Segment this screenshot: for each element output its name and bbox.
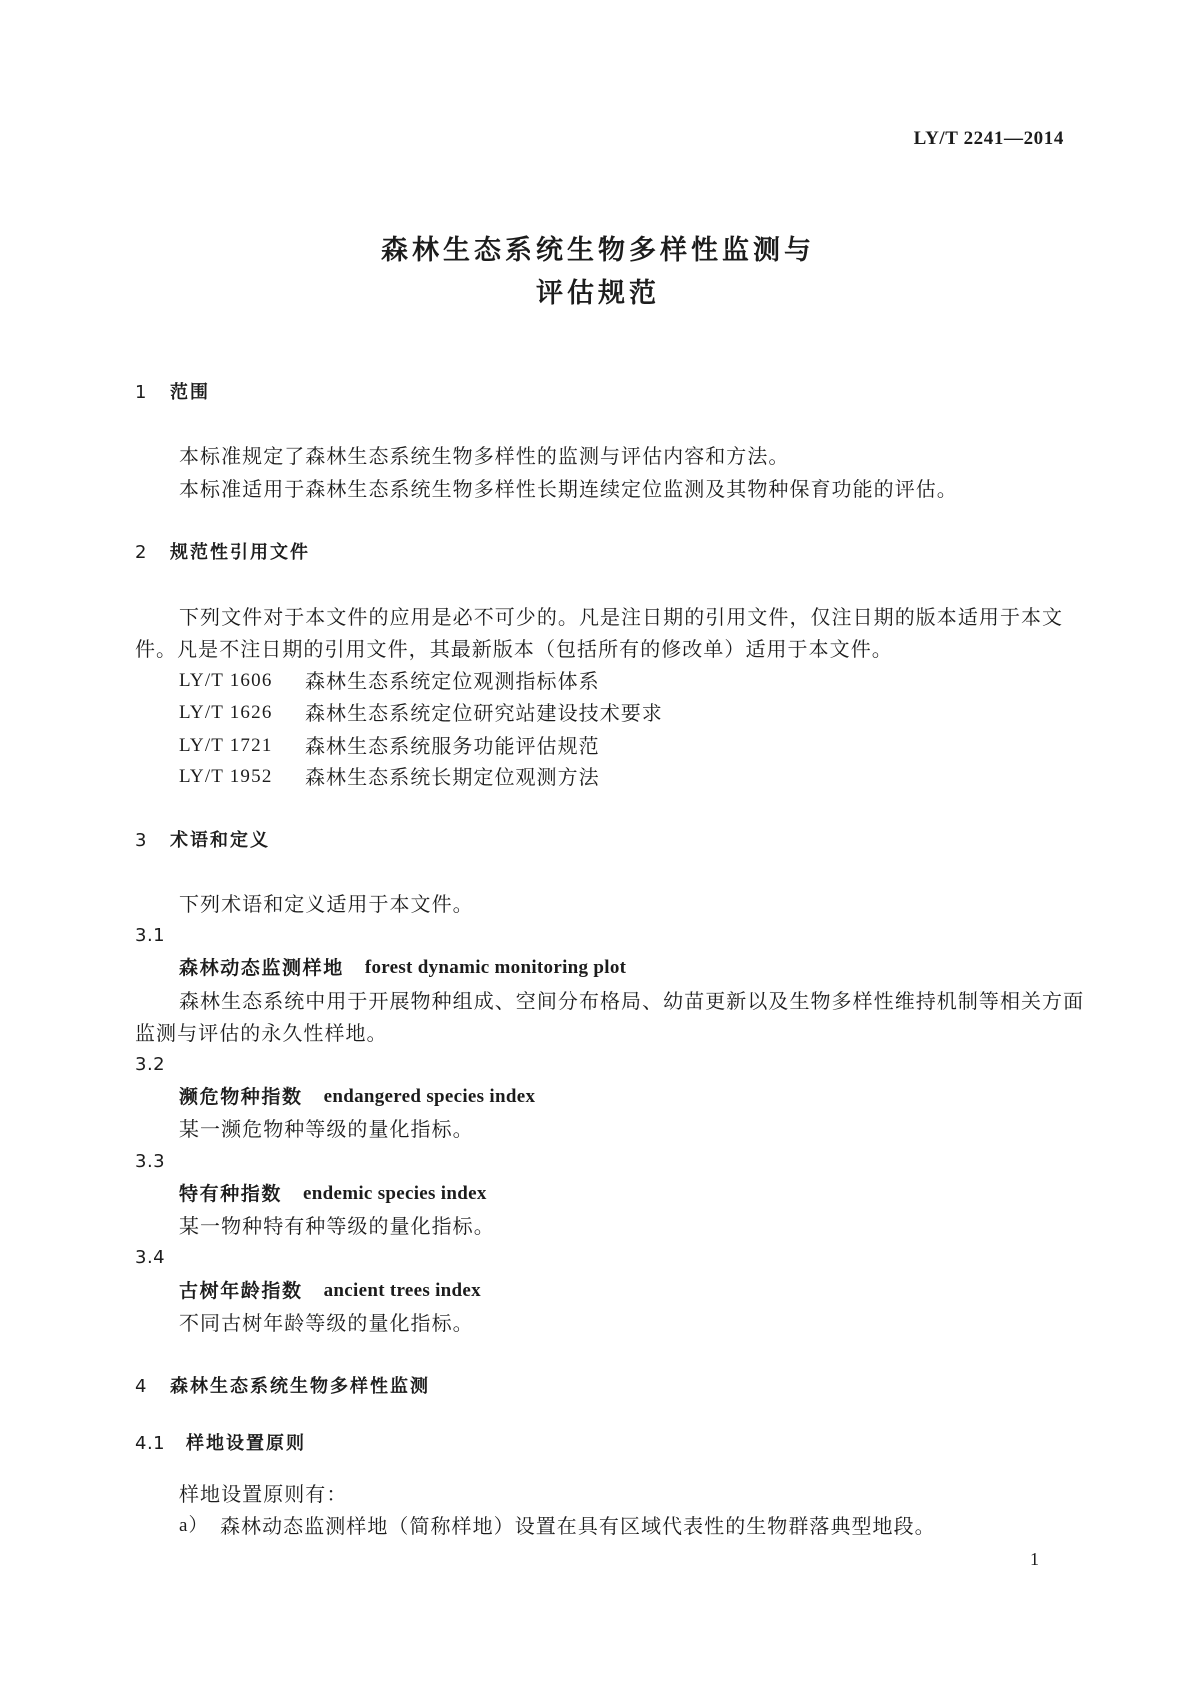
section-number: 1 <box>135 382 147 403</box>
list-item-text: 森林动态监测样地（简称样地）设置在具有区域代表性的生物群落典型地段。 <box>220 1514 936 1538</box>
document-title-line-1: 森林生态系统生物多样性监测与 <box>381 235 815 266</box>
section-number: 4 <box>135 1376 147 1397</box>
term-definition-line: 不同古树年龄等级的量化指标。 <box>179 1311 474 1335</box>
subsection-title: 样地设置原则 <box>186 1433 306 1454</box>
paragraph-line: 件。凡是不注日期的引用文件，其最新版本（包括所有的修改单）适用于本文件。 <box>135 637 893 661</box>
term-entry <box>179 1082 535 1112</box>
reference-item <box>179 731 600 761</box>
section-title: 规范性引用文件 <box>170 542 310 563</box>
list-item-label: a） <box>179 1515 209 1536</box>
term-entry <box>179 953 626 983</box>
paragraph: 样地设置原则有： <box>179 1482 348 1506</box>
term-number: 3.3 <box>135 1151 166 1172</box>
section-number: 3 <box>135 830 147 851</box>
term-entry <box>179 1179 487 1209</box>
section-1-heading <box>135 378 210 408</box>
reference-code: LY/T 1952 <box>179 766 273 787</box>
term-english: endangered species index <box>323 1086 536 1107</box>
document-title-line-2: 评估规范 <box>536 278 660 309</box>
term-chinese: 特有种指数 <box>179 1183 283 1205</box>
reference-item <box>179 666 600 696</box>
page-number: 1 <box>1030 1549 1039 1569</box>
list-item <box>179 1511 936 1541</box>
paragraph: 下列术语和定义适用于本文件。 <box>179 892 474 916</box>
paragraph: 本标准规定了森林生态系统生物多样性的监测与评估内容和方法。 <box>179 444 790 468</box>
subsection-number: 4.1 <box>135 1433 166 1454</box>
section-number: 2 <box>135 542 147 563</box>
paragraph: 本标准适用于森林生态系统生物多样性长期连续定位监测及其物种保育功能的评估。 <box>179 477 958 501</box>
reference-item <box>179 698 663 728</box>
subsection-4-1-heading <box>135 1429 306 1459</box>
reference-title: 森林生态系统服务功能评估规范 <box>305 734 600 758</box>
term-number: 3.4 <box>135 1247 166 1268</box>
section-title: 术语和定义 <box>170 830 270 851</box>
section-3-heading <box>135 826 270 856</box>
term-english: endemic species index <box>303 1183 487 1204</box>
paragraph-line: 下列文件对于本文件的应用是必不可少的。凡是注日期的引用文件，仅注日期的版本适用于本文 <box>179 605 1064 629</box>
reference-item <box>179 762 600 792</box>
standard-code: LY/T 2241—2014 <box>913 128 1064 149</box>
term-entry <box>179 1276 481 1306</box>
reference-title: 森林生态系统定位观测指标体系 <box>305 669 600 693</box>
term-chinese: 古树年龄指数 <box>179 1280 303 1302</box>
section-4-heading <box>135 1372 430 1402</box>
section-title: 范围 <box>170 382 210 403</box>
term-chinese: 濒危物种指数 <box>179 1086 303 1108</box>
reference-title: 森林生态系统定位研究站建设技术要求 <box>305 701 663 725</box>
reference-code: LY/T 1626 <box>179 702 273 723</box>
reference-code: LY/T 1721 <box>179 735 273 756</box>
term-english: ancient trees index <box>323 1280 481 1301</box>
section-title: 森林生态系统生物多样性监测 <box>170 1376 430 1397</box>
term-chinese: 森林动态监测样地 <box>179 957 344 979</box>
term-definition-line: 某一物种特有种等级的量化指标。 <box>179 1214 495 1238</box>
section-2-heading <box>135 538 310 568</box>
term-definition-line: 某一濒危物种等级的量化指标。 <box>179 1117 474 1141</box>
reference-code: LY/T 1606 <box>179 670 273 691</box>
term-definition-line: 监测与评估的永久性样地。 <box>135 1021 388 1045</box>
term-english: forest dynamic monitoring plot <box>364 957 627 978</box>
reference-title: 森林生态系统长期定位观测方法 <box>305 765 600 789</box>
term-number: 3.2 <box>135 1054 166 1075</box>
term-number: 3.1 <box>135 925 166 946</box>
term-definition-line: 森林生态系统中用于开展物种组成、空间分布格局、幼苗更新以及生物多样性维持机制等相关方面 <box>179 989 1085 1013</box>
